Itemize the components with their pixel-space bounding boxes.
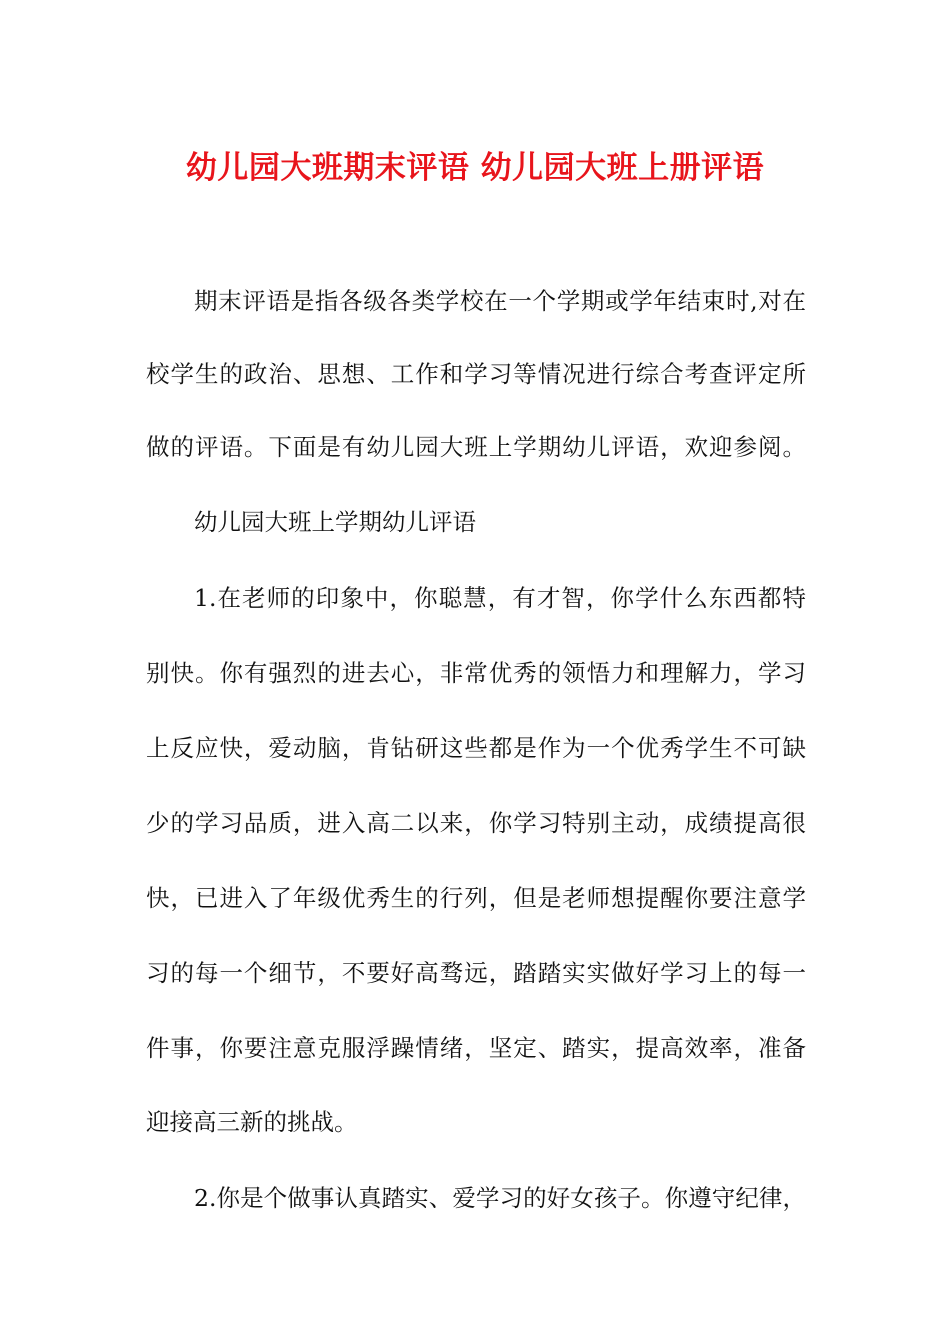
item1-line-1: 1.在老师的印象中，你聪慧，有才智，你学什么东西都特 <box>194 584 806 612</box>
item1-line-4: 少的学习品质，进入高二以来，你学习特别主动，成绩提高很 <box>146 809 806 837</box>
item1-line-3: 上反应快，爱动脑，肯钻研这些都是作为一个优秀学生不可缺 <box>146 734 806 762</box>
item1-line-8: 迎接高三新的挑战。 <box>146 1108 358 1136</box>
item1-line-2: 别快。你有强烈的进去心，非常优秀的领悟力和理解力，学习 <box>146 659 806 687</box>
intro-line-1: 期末评语是指各级各类学校在一个学期或学年结束时,对在 <box>194 287 806 315</box>
section-heading: 幼儿园大班上学期幼儿评语 <box>194 508 476 536</box>
item1-line-7: 件事，你要注意克服浮躁情绪，坚定、踏实，提高效率，准备 <box>146 1034 806 1062</box>
item1-line-6: 习的每一个细节，不要好高骛远，踏踏实实做好学习上的每一 <box>146 959 806 987</box>
intro-line-3: 做的评语。下面是有幼儿园大班上学期幼儿评语，欢迎参阅。 <box>146 433 806 461</box>
item2-line-1: 2.你是个做事认真踏实、爱学习的好女孩子。你遵守纪律， <box>194 1184 806 1212</box>
document-title: 幼儿园大班期末评语 幼儿园大班上册评语 <box>185 150 765 186</box>
item1-line-5: 快，已进入了年级优秀生的行列，但是老师想提醒你要注意学 <box>146 884 806 912</box>
intro-line-2: 校学生的政治、思想、工作和学习等情况进行综合考查评定所 <box>146 360 806 388</box>
